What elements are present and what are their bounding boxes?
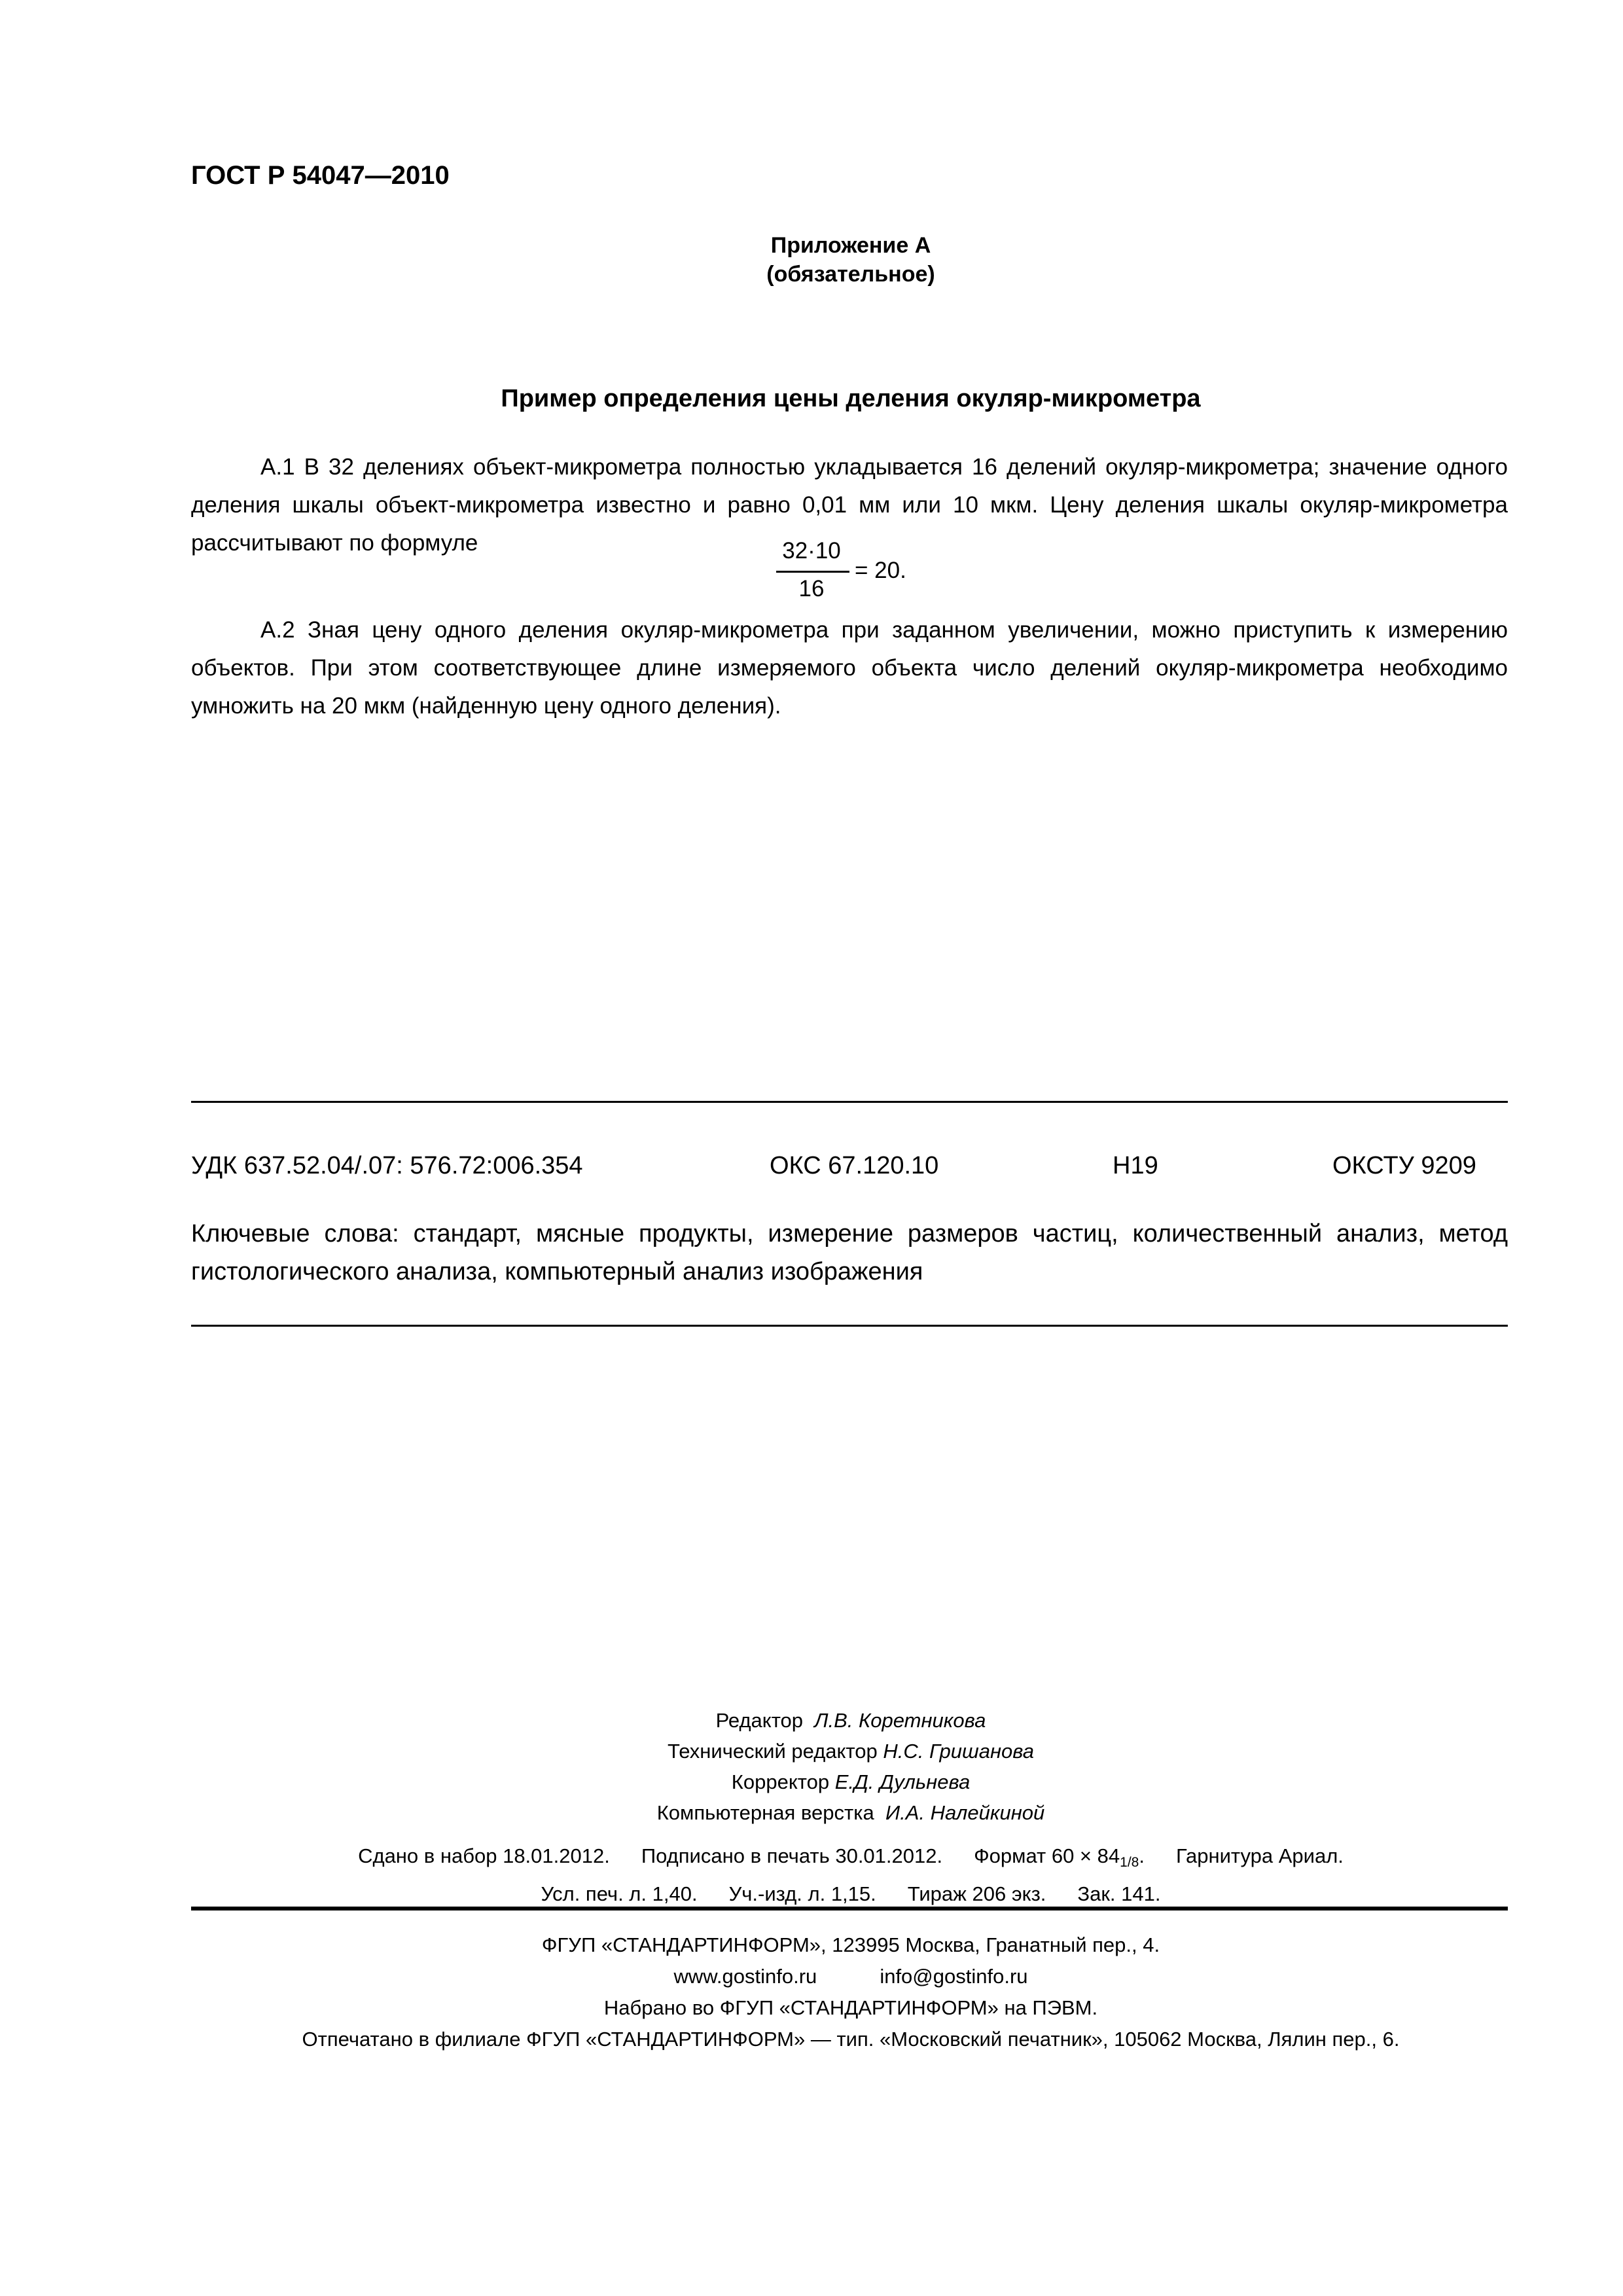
publisher-contacts [0,1961,1623,1992]
formula-denominator: 16 [798,576,825,601]
paragraph-a1: А.1 В 32 делениях объект-микрометра полностью укладывается 16 делений окуляр-микрометра; значение одного деления шкалы объект-микрометра известно и равно 0,01 мм или 10 мкм. Цену деления шкалы окуляр-микрометра рассчитывают по формуле [191,454,1508,556]
typeset-note: Набрано во ФГУП «СТАНДАРТИНФОРМ» на ПЭВМ. [603,1996,1098,2019]
publication-line-2: Усл. печ. л. 1,40. Уч.-изд. л. 1,15. Тираж 206 экз. Зак. 141. [541,1882,1161,1905]
divider-bottom [191,1907,1508,1910]
credit-editor: Редактор Л.В. Коретникова [715,1709,986,1732]
credit-layout: Компьютерная верстка И.А. Налейкиной [656,1801,1045,1824]
publication-info [0,1840,1623,1910]
oks-code: ОКС 67.120.10 [770,1152,939,1179]
formula [772,538,982,610]
annex-title: Приложение А [770,233,931,258]
divider-top [191,1101,1508,1103]
divider-middle [191,1325,1508,1327]
paragraph-a2: А.2 Зная цену одного деления окуляр-микрометра при заданном увеличении, можно приступить к измерению объектов. При этом соответствующее длине измеряемого объекта число делений окуляр-микрометра необходимо умножить на 20 мкм (найденную цену одного деления). [191,617,1508,719]
publisher-info [0,1929,1623,2055]
credit-tech-editor: Технический редактор Н.С. Гришанова [668,1740,1034,1763]
annex-status: (обязательное) [766,262,935,287]
document-code: ГОСТ Р 54047—2010 [191,161,450,190]
credits [0,1705,1623,1828]
fraction-bar [776,571,849,573]
keywords: Ключевые слова: стандарт, мясные продукты, измерение размеров частиц, количественный анализ, метод гистологического анализа, компьютерный анализ изображения [191,1220,1508,1285]
group-code: Н19 [1113,1152,1158,1179]
formula-numerator: 32·10 [782,538,841,564]
publisher-website[interactable]: www.gostinfo.ru [673,1965,817,1988]
printed-note: Отпечатано в филиале ФГУП «СТАНДАРТИНФОРМ» — тип. «Московский печатник», 105062 Москва, Лялин пер., 6. [302,2028,1400,2051]
publication-line-1: Сдано в набор 18.01.2012. Подписано в печать 30.01.2012. Формат $60 \times 84_{1/8}$. Гарнитура Ариал. [358,1844,1344,1870]
udk-code: УДК 637.52.04/.07: 576.72:006.354 [191,1152,583,1179]
publisher-address: ФГУП «СТАНДАРТИНФОРМ», 123995 Москва, Гранатный пер., 4. [541,1933,1160,1956]
credit-proofreader: Корректор Е.Д. Дульнева [731,1770,971,1793]
okstu-code: ОКСТУ 9209 [1332,1152,1476,1179]
publisher-email[interactable]: info@gostinfo.ru [880,1965,1028,1988]
section-title: Пример определения цены деления окуляр-микрометра [501,385,1201,412]
formula-result: = 20. [855,558,906,583]
